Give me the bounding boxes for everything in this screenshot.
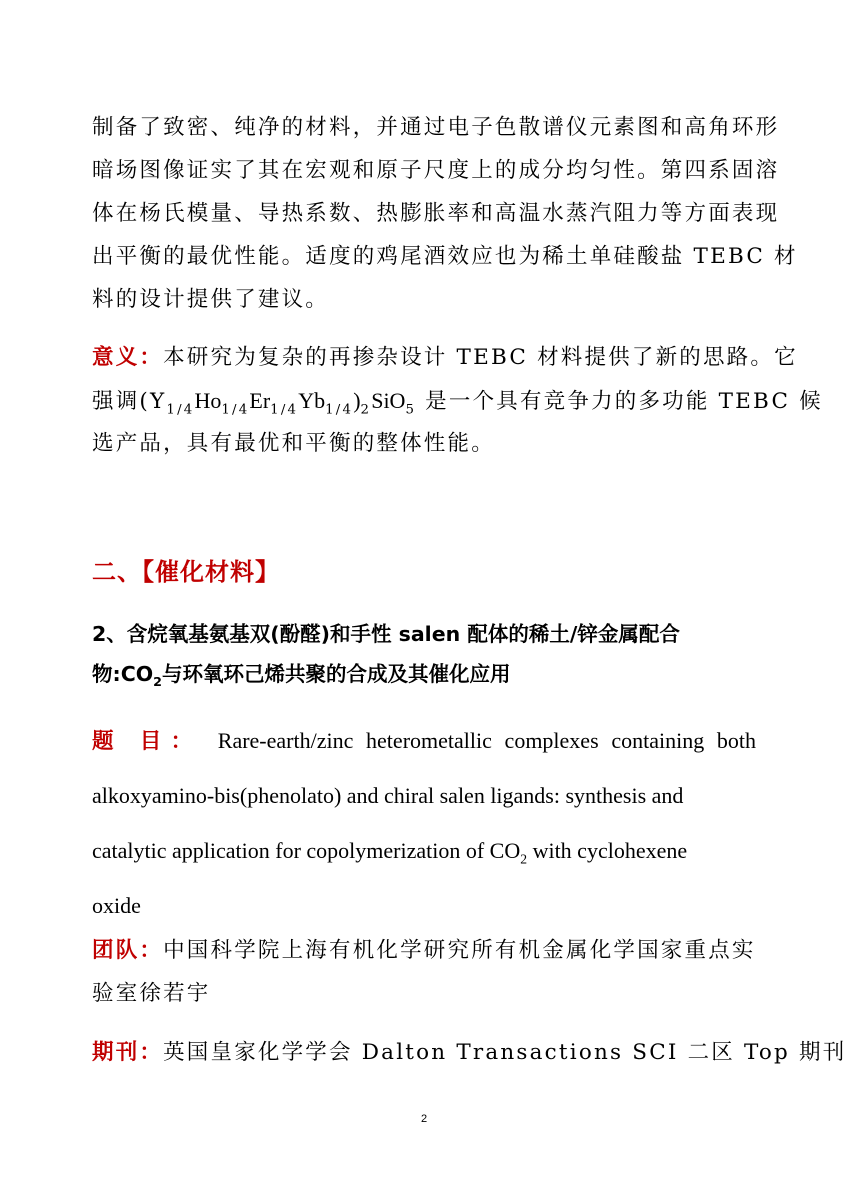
significance-line: 本研究为复杂的再掺杂设计 TEBC 材料提供了新的思路。它 (163, 345, 798, 370)
team-line: 验室徐若宇 (92, 981, 211, 1006)
page-number: 2 (420, 1113, 428, 1125)
intro-line: 料的设计提供了建议。 (92, 287, 330, 312)
significance-label: 意义： (92, 345, 164, 370)
title-line: alkoxyamino-bis(phenolato) and chiral salen ligands: synthesis and (92, 783, 684, 808)
title-line: oxide (92, 893, 141, 918)
intro-line: 制备了致密、纯净的材料，并通过电子色散谱仪元素图和高角环形 (92, 115, 780, 140)
team-label: 团队： (92, 938, 164, 963)
team-field (92, 929, 756, 1015)
team-line: 中国科学院上海有机化学研究所有机金属化学国家重点实 (163, 938, 756, 963)
intro-line: 暗场图像证实了其在宏观和原子尺度上的成分均匀性。第四系固溶 (92, 158, 780, 183)
title-line: catalytic application for copolymerization of $CO_2$ with cyclohexene (92, 838, 688, 867)
intro-line: 出平衡的最优性能。适度的鸡尾酒效应也为稀土单硅酸盐 TEBC 材 (92, 244, 798, 269)
intro-line: 体在杨氏模量、导热系数、热膨胀率和高温水蒸汽阻力等方面表现 (92, 201, 780, 226)
article-heading-line: 物$:CO_2$与环氧环己烯共聚的合成及其催化应用 (92, 662, 511, 690)
journal-field (92, 1031, 847, 1074)
journal-text: 英国皇家化学学会 Dalton Transactions SCI 二区 Top 期刊 (163, 1040, 847, 1065)
title-field (92, 713, 756, 933)
article-heading (92, 614, 760, 694)
intro-paragraph (92, 106, 798, 321)
significance-paragraph (92, 336, 823, 465)
section-heading: 二、【催化材料】 (92, 558, 280, 586)
significance-formula-line: 强调$(Y_{1/4}Ho_{1/4}Er_{1/4}Yb_{1/4})_2SiO_5$ 是一个具有竞争力的多功能 TEBC 候 (92, 388, 823, 418)
title-label: 题 目： (92, 729, 202, 754)
article-heading-line: 2、含烷氧基氨基双(酚醛)和手性 salen 配体的稀土/锌金属配合 (92, 622, 680, 646)
significance-line: 选产品，具有最优和平衡的整体性能。 (92, 431, 495, 456)
journal-label: 期刊： (92, 1040, 164, 1065)
title-line: Rare-earth/zinc heterometallic complexes containing both (217, 728, 756, 753)
